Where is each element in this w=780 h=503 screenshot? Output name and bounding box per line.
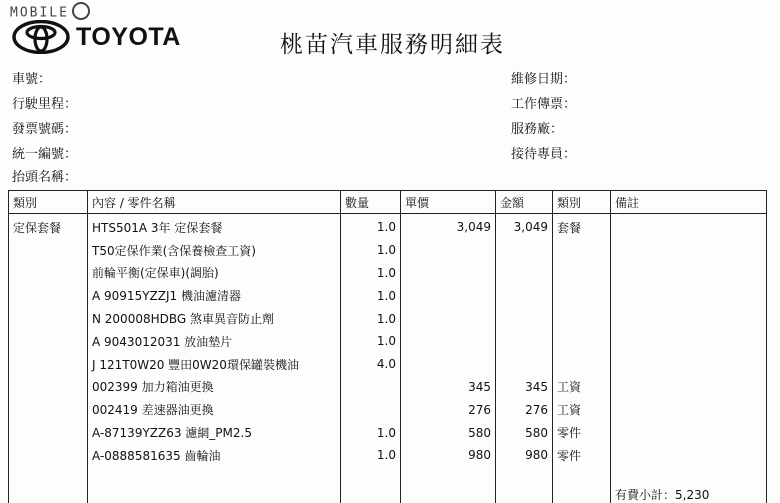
field-mileage: 行駛里程： (12, 97, 78, 112)
cell-unit-price: 345 (401, 376, 496, 399)
cell-amount (496, 284, 553, 307)
cell-remarks (611, 284, 767, 307)
field-service-date: 維修日期： (511, 72, 577, 87)
cell-qty (341, 467, 401, 503)
cell-item: HTS501A 3年 定保套餐 (88, 214, 341, 239)
cell-category (9, 376, 88, 399)
table-header-row (9, 191, 767, 214)
cell-item: A-87139YZZ63 濾網_PM2.5 (88, 421, 341, 444)
cell-item: N 200008HDBG 煞車異音防止劑 (88, 307, 341, 330)
cell-type (553, 353, 611, 376)
cell-unit-price (401, 307, 496, 330)
cell-qty (341, 376, 401, 399)
cell-category (9, 444, 88, 467)
cell-amount (496, 262, 553, 285)
header-amount: 金額 (496, 191, 553, 214)
cell-remarks (611, 398, 767, 421)
subtotal-cell (611, 467, 767, 503)
cell-category (9, 262, 88, 285)
cell-item: J 121T0W20 豐田0W20環保罐裝機油 (88, 353, 341, 376)
cell-type: 工資 (553, 398, 611, 421)
cell-amount: 580 (496, 421, 553, 444)
cell-unit-price (401, 353, 496, 376)
cell-category (9, 353, 88, 376)
cell-amount: 345 (496, 376, 553, 399)
cell-type: 零件 (553, 421, 611, 444)
table-row (9, 330, 767, 353)
watermark-text: MOBILE (10, 5, 69, 21)
field-service-center: 服務廠： (511, 122, 564, 137)
cell-type: 套餐 (553, 214, 611, 239)
cell-item: A 9043012031 放油墊片 (88, 330, 341, 353)
cell-item (88, 467, 341, 503)
cell-category: 定保套餐 (9, 214, 88, 239)
table-row (9, 214, 767, 239)
cell-unit-price (401, 239, 496, 262)
cell-category (9, 467, 88, 503)
table-row (9, 376, 767, 399)
cell-remarks (611, 330, 767, 353)
cell-unit-price: 980 (401, 444, 496, 467)
cell-qty: 1.0 (341, 307, 401, 330)
table-row (9, 239, 767, 262)
cell-item: 002419 差速器油更換 (88, 398, 341, 421)
cell-remarks (611, 239, 767, 262)
table-row (9, 398, 767, 421)
watermark-camera-icon (72, 2, 90, 20)
cell-type (553, 330, 611, 353)
table-row-subtotal (9, 467, 767, 503)
cell-type: 零件 (553, 444, 611, 467)
brand-wordmark: TOYOTA (76, 22, 181, 51)
cell-qty: 1.0 (341, 262, 401, 285)
cell-amount (496, 307, 553, 330)
cell-item: A-0888581635 齒輪油 (88, 444, 341, 467)
cell-type (553, 467, 611, 503)
field-work-order: 工作傳票： (511, 97, 577, 112)
cell-category (9, 307, 88, 330)
cell-unit-price: 580 (401, 421, 496, 444)
field-service-advisor: 接待專員： (511, 147, 577, 162)
cell-qty: 1.0 (341, 421, 401, 444)
cell-type: 工資 (553, 376, 611, 399)
document-title: 桃苗汽車服務明細表 (280, 32, 505, 58)
cell-amount: 276 (496, 398, 553, 421)
subtotal-value: 5,230 (675, 487, 710, 502)
toyota-emblem-icon (12, 20, 70, 54)
cell-amount (496, 467, 553, 503)
cell-remarks (611, 376, 767, 399)
cell-qty: 1.0 (341, 444, 401, 467)
cell-unit-price: 276 (401, 398, 496, 421)
cell-category (9, 421, 88, 444)
cell-amount: 980 (496, 444, 553, 467)
cell-qty: 1.0 (341, 214, 401, 239)
cell-unit-price (401, 284, 496, 307)
cell-remarks (611, 214, 767, 239)
cell-amount: 3,049 (496, 214, 553, 239)
table-row (9, 262, 767, 285)
service-detail-table (8, 190, 767, 503)
cell-category (9, 398, 88, 421)
cell-qty: 1.0 (341, 330, 401, 353)
cell-type (553, 262, 611, 285)
cell-category (9, 239, 88, 262)
cell-qty (341, 398, 401, 421)
cell-amount (496, 353, 553, 376)
header-unit-price: 單價 (401, 191, 496, 214)
header-qty: 數量 (341, 191, 401, 214)
cell-qty: 1.0 (341, 284, 401, 307)
field-invoice-number: 發票號碼： (12, 122, 78, 137)
table-row (9, 307, 767, 330)
cell-qty: 1.0 (341, 239, 401, 262)
cell-unit-price (401, 467, 496, 503)
cell-unit-price (401, 330, 496, 353)
field-invoice-title: 抬頭名稱： (12, 170, 78, 185)
header-remarks: 備註 (611, 191, 767, 214)
cell-type (553, 239, 611, 262)
cell-remarks (611, 307, 767, 330)
cell-qty: 4.0 (341, 353, 401, 376)
cell-category (9, 284, 88, 307)
cell-item: 002399 加力箱油更換 (88, 376, 341, 399)
cell-remarks (611, 444, 767, 467)
cell-amount (496, 330, 553, 353)
cell-unit-price: 3,049 (401, 214, 496, 239)
cell-type (553, 307, 611, 330)
cell-item: A 90915YZZJ1 機油濾清器 (88, 284, 341, 307)
header-category: 類別 (9, 191, 88, 214)
table-row (9, 421, 767, 444)
cell-amount (496, 239, 553, 262)
subtotal-label: 有費小計： (615, 487, 676, 502)
brand-logo (12, 20, 181, 54)
cell-category (9, 330, 88, 353)
field-tax-id: 統一編號： (12, 147, 78, 162)
header-item: 內容 / 零件名稱 (88, 191, 341, 214)
cell-item: 前輪平衡(定保車)(調胎) (88, 262, 341, 285)
field-plate-number: 車號： (12, 72, 52, 87)
table-row (9, 353, 767, 376)
cell-type (553, 284, 611, 307)
table-row (9, 444, 767, 467)
header-type: 類別 (553, 191, 611, 214)
cell-remarks (611, 421, 767, 444)
cell-item: T50定保作業(含保養檢查工資) (88, 239, 341, 262)
cell-remarks (611, 353, 767, 376)
cell-unit-price (401, 262, 496, 285)
table-row (9, 284, 767, 307)
cell-remarks (611, 262, 767, 285)
